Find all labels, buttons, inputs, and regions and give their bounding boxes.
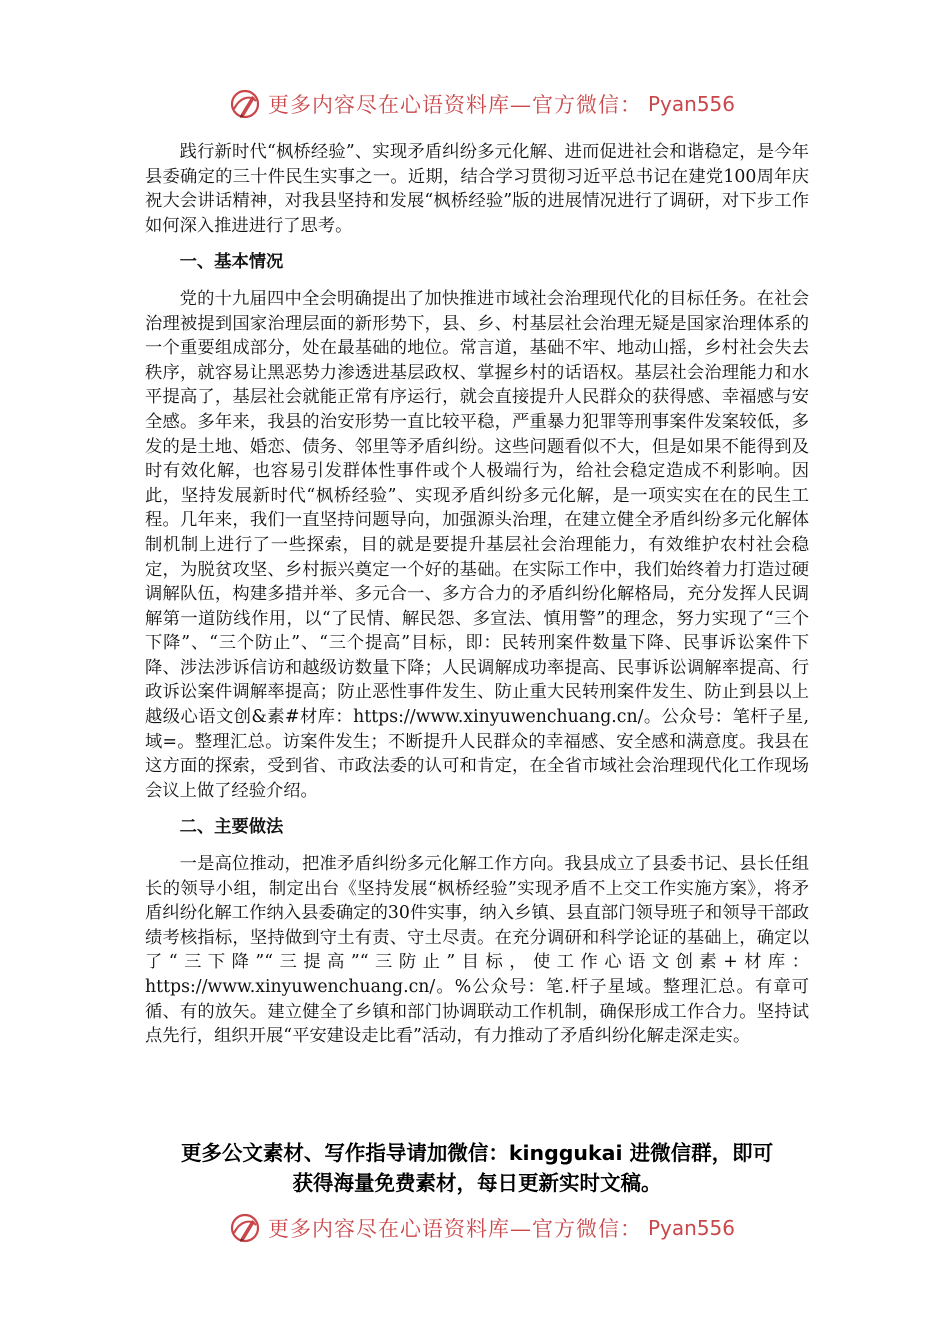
section1-paragraph: 党的十九届四中全会明确提出了加快推进市域社会治理现代化的目标任务。在社会治理被提到国家治理层面的新形势下，县、乡、村基层社会治理无疑是国家治理体系的一个重要组成部分，处在最基础的地位。常言道，基础不牢、地动山摇，乡村社会失去秩序，就容易让黑恶势力渗透进基层政权、掌握乡村的话语权。基层社会治理能力和水平提高了，基层社会就能正常有序运行，就会直接提升人民群众的获得感、幸福感与安全感。多年来，我县的治安形势一直比较平稳，严重暴力犯罪等刑事案件发案较低，多发的是土地、婚恋、债务、邻里等矛盾纠纷。这些问题看似不大，但是如果不能得到及时有效化解，也容易引发群体性事件或个人极端行为，给社会稳定造成不利影响。因此，坚持发展新时代“枫桥经验”、实现矛盾纠纷多元化解，是一项实实在在的民生工程。几年来，我们一直坚持问题导向，加强源头治理，在建立健全矛盾纠纷多元化解体制机制上进行了一些探索，目的就是要提升基层社会治理能力，有效维护农村社会稳定，为脱贫攻坚、乡村振兴奠定一个好的基础。在实际工作中，我们始终着力打造过硬调解队伍，构建多措并举、多元合一、多方合力的矛盾纠纷化解格局，充分发挥人民调解第一道防线作用，以“了民情、解民怨、多宣法、慎用警”的理念，努力实现了“三个下降”、“三个防止”、“三个提高”目标，即：民转刑案件数量下降、民事诉讼案件下降、涉法涉诉信访和越级访数量下降；人民调解成功率提高、民事诉讼调解率提高、行政诉讼案件调解率提高；防止恶性事件发生、防止重大民转刑案件发生、防止到县以上越级心语文创&素#材库：https://www.xinyuwenchuang.cn/。公众号：笔杆子星,域=。整理汇总。访案件发生；不断提升人民群众的幸福感、安全感和满意度。我县在这方面的探索，受到省、市政法委的认可和肯定，在全省市域社会治理现代化工作现场会议上做了经验介绍。 — [145, 288, 809, 801]
intro-paragraph: 践行新时代“枫桥经验”、实现矛盾纠纷多元化解、进而促进社会和谐稳定，是今年县委确定的三十件民生实事之一。近期，结合学习贯彻习近平总书记在建党100周年庆祝大会讲话精神，对我县坚持和发展“枫桥经验”版的进展情况进行了调研，对下步工作如何深入推进进行了思考。 — [145, 142, 809, 236]
banner-wechat-id: Pyan556 — [648, 92, 736, 116]
document-body — [145, 140, 809, 1049]
footer-banner — [228, 1208, 735, 1248]
section2-paragraph: 一是高位推动，把准矛盾纠纷多元化解工作方向。我县成立了县委书记、县长任组长的领导小组，制定出台《坚持发展“枫桥经验”实现矛盾不上交工作实施方案》，将矛盾纠纷化解工作纳入县委确定的30件实事，纳入乡镇、县直部门领导班子和领导干部政绩考核指标，坚持做到守土有责、守土尽责。在充分调研和科学论证的基础上，确定以了“三下降”“三提高”“三防止”目标，使工作心语文创素+材库：https://www.xinyuwenchuang.cn/。%公众号：笔.杆子星域。整理汇总。有章可循、有的放矢。建立健全了乡镇和部门协调联动工作机制，确保形成工作合力。坚持试点先行，组织开展“平安建设走比看”活动，有力推动了矛盾纠纷化解走深走实。 — [145, 854, 809, 1047]
promo-notice — [140, 1138, 814, 1198]
promo-line-1: 更多公文素材、写作指导请加微信：kinggukai 进微信群，即可 — [180, 1141, 774, 1165]
pen-swirl-logo-icon — [228, 1211, 262, 1245]
header-banner — [228, 84, 735, 124]
banner-wechat-id: Pyan556 — [648, 1216, 736, 1240]
promo-line-2: 获得海量免费素材，每日更新实时文稿。 — [292, 1171, 662, 1195]
banner-text: 更多内容尽在心语资料库—官方微信： — [268, 93, 642, 117]
pen-swirl-logo-icon — [228, 87, 262, 121]
section1-heading: 一、基本情况 — [179, 252, 284, 273]
section2-heading: 二、主要做法 — [179, 817, 284, 838]
banner-text: 更多内容尽在心语资料库—官方微信： — [268, 1217, 642, 1241]
